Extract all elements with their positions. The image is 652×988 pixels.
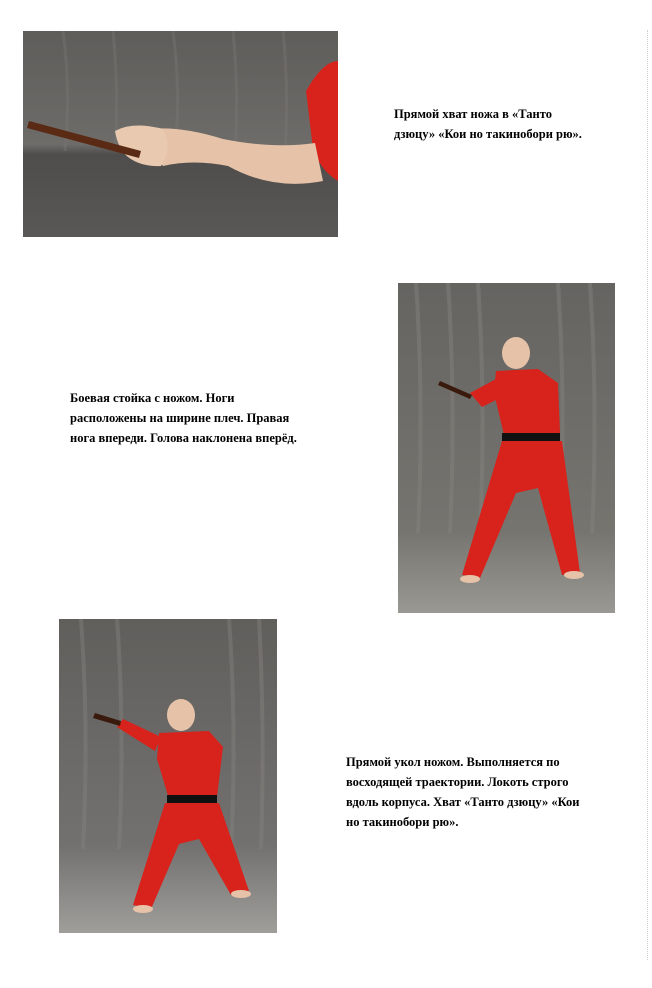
hand-holding-knife-photo (23, 31, 338, 237)
knife-thrust-photo (59, 619, 277, 933)
page-edge-marker (647, 30, 649, 960)
grip-caption: Прямой хват ножа в «Танто дзюцу» «Кои но такинобори рю». (394, 107, 582, 141)
fighting-stance-photo (398, 283, 615, 613)
thrust-caption: Прямой укол ножом. Выполняется по восходящей траектории. Локоть строго вдоль корпуса. Хват «Танто дзюцу» «Кои но такинобори рю». (346, 755, 580, 829)
stance-caption: Боевая стойка с ножом. Ноги расположены на ширине плеч. Правая нога впереди. Голова наклонена вперёд. (70, 391, 297, 445)
